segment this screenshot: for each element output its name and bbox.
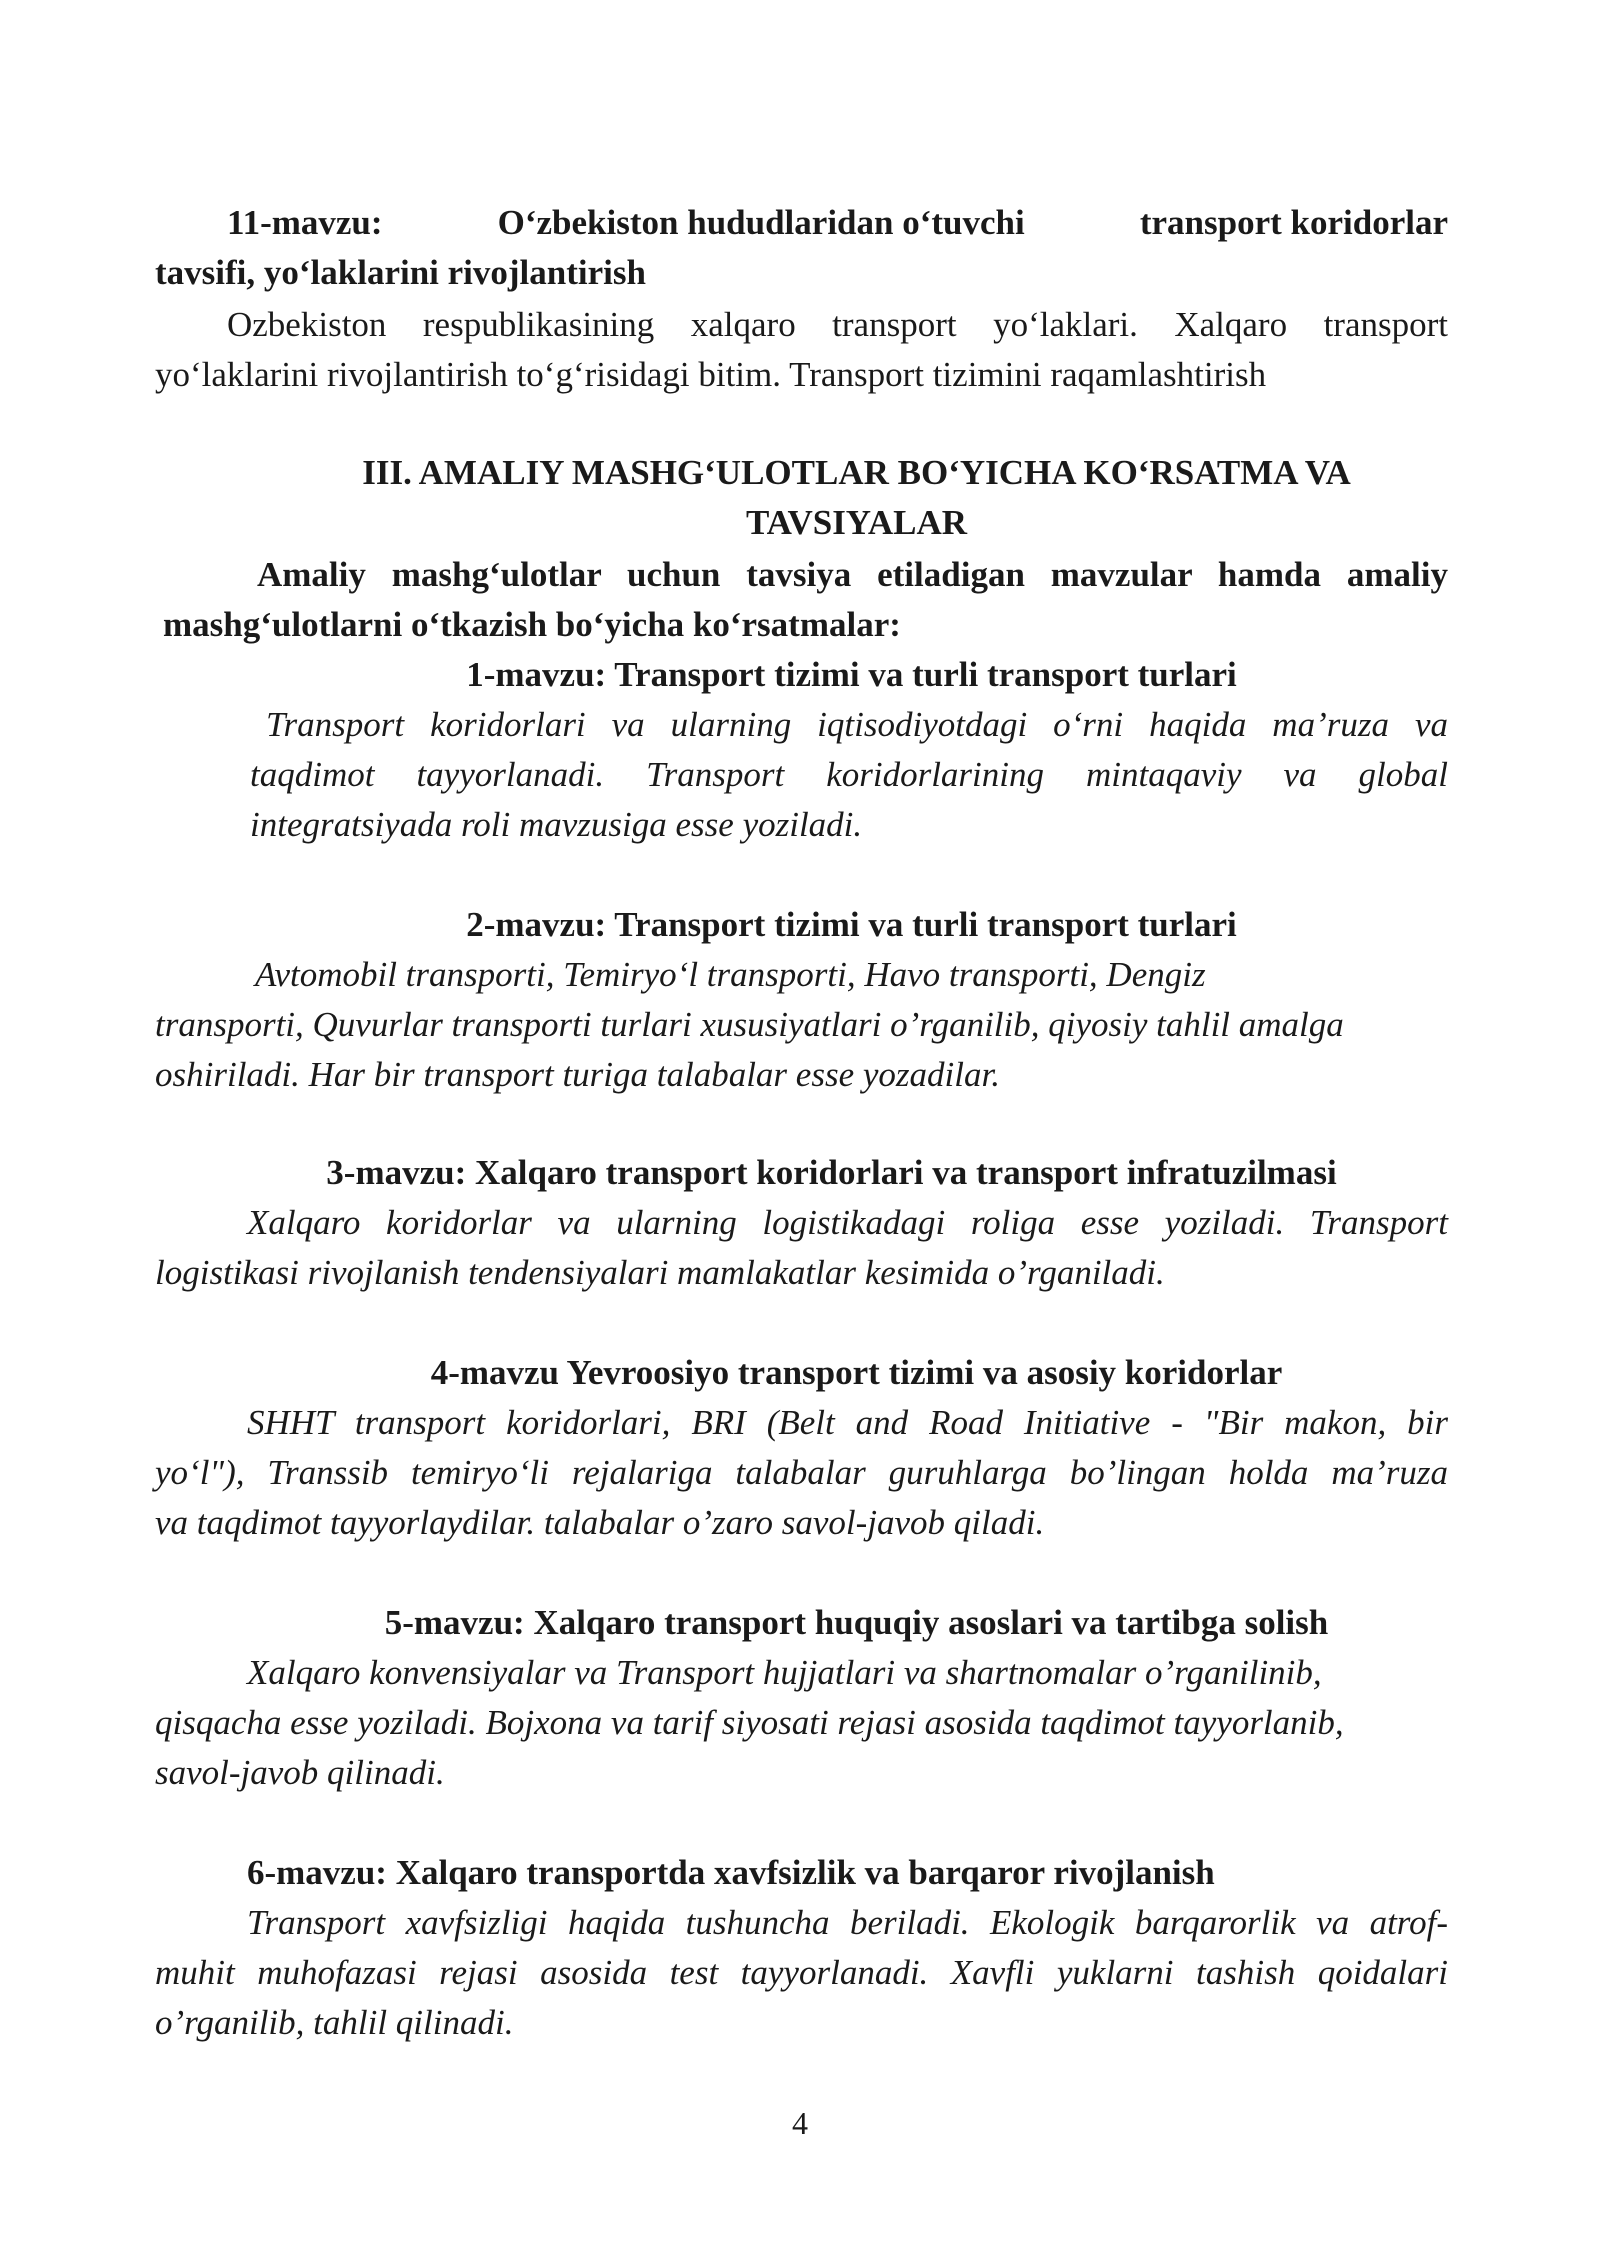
topic-4-line-1: SHHT transport koridorlari, BRI (Belt and Road Initiative - "Bir makon, bir <box>247 1403 1448 1442</box>
topic-11-label: 11-mavzu: <box>227 203 383 242</box>
topic-5-body <box>155 1648 1448 1798</box>
topic-2-line-1: Avtomobil transporti, Temiryo‘l transporti, Havo transporti, Dengiz <box>255 955 1206 994</box>
topic-6-line-2: muhit muhofazasi rejasi asosida test tayyorlanadi. Xavfli yuklarni tashish qoidalari <box>155 1953 1448 1992</box>
topic-11-title-part-end: transport koridorlar <box>1139 203 1448 242</box>
topic-6-line-1: Transport xavfsizligi haqida tushuncha beriladi. Ekologik barqarorlik va atrof- <box>247 1903 1448 1942</box>
section-title <box>155 448 1448 548</box>
topic-11-heading-line-1 <box>155 198 1448 248</box>
topic-1-line-1: Transport koridorlari va ularning iqtisodiyotdagi o‘rni haqida ma’ruza va <box>266 705 1448 744</box>
topic-11-body-line-2: yo‘laklarini rivojlantirish to‘g‘risidagi bitim. Transport tizimini raqamlashtirish <box>155 355 1267 394</box>
section-intro <box>155 550 1448 650</box>
topic-6-heading-text: 6-mavzu: Xalqaro transportda xavfsizlik va barqaror rivojlanish <box>247 1853 1215 1892</box>
topic-1-line-3: integratsiyada roli mavzusiga esse yoziladi. <box>250 805 863 844</box>
topic-11-title-part: O‘zbekiston hududlaridan o‘tuvchi <box>497 203 1025 242</box>
topic-11-heading-line-2: tavsifi, yo‘laklarini rivojlantirish <box>155 253 646 292</box>
topic-2-body <box>155 950 1448 1100</box>
topic-1-heading <box>155 650 1448 700</box>
topic-6-heading <box>155 1848 1448 1898</box>
section-title-line-1: III. AMALIY MASHG‘ULOTLAR BO‘YICHA KO‘RSATMA VA <box>362 453 1351 492</box>
page-number: 4 <box>792 2105 808 2141</box>
topic-5-line-2: qisqacha esse yoziladi. Bojxona va tarif siyosati rejasi asosida taqdimot tayyorlanib, <box>155 1703 1344 1742</box>
topic-6-line-3: o’rganilib, tahlil qilinadi. <box>155 2003 514 2042</box>
topic-1-heading-text: 1-mavzu: Transport tizimi va turli transport turlari <box>466 655 1237 694</box>
section-title-line-2: TAVSIYALAR <box>745 503 968 542</box>
section-intro-line-1: Amaliy mashg‘ulotlar uchun tavsiya etiladigan mavzular hamda amaliy <box>257 555 1448 594</box>
topic-11-heading <box>155 198 1448 298</box>
topic-5-heading <box>155 1598 1448 1648</box>
topic-3-body <box>155 1198 1448 1298</box>
topic-3-heading <box>155 1148 1448 1198</box>
topic-4-line-2: yo‘l"), Transsib temiryo‘li rejalariga talabalar guruhlarga bo’lingan holda ma’ruza <box>155 1453 1448 1492</box>
topic-5-heading-text: 5-mavzu: Xalqaro transport huquqiy asoslari va tartibga solish <box>384 1603 1329 1642</box>
topic-4-heading-text: 4-mavzu Yevroosiyo transport tizimi va asosiy koridorlar <box>430 1353 1283 1392</box>
topic-3-line-1: Xalqaro koridorlar va ularning logistikadagi roliga esse yoziladi. Transport <box>247 1203 1448 1242</box>
topic-5-line-1: Xalqaro konvensiyalar va Transport hujjatlari va shartnomalar o’rganilinib, <box>247 1653 1322 1692</box>
section-intro-line-2: mashg‘ulotlarni o‘tkazish bo‘yicha ko‘rsatmalar: <box>163 605 901 644</box>
topic-3-heading-text: 3-mavzu: Xalqaro transport koridorlari va transport infratuzilmasi <box>326 1153 1337 1192</box>
topic-2-line-2: transporti, Quvurlar transporti turlari xususiyatlari o’rganilib, qiyosiy tahlil amalga <box>155 1005 1344 1044</box>
topic-3-line-2: logistikasi rivojlanish tendensiyalari mamlakatlar kesimida o’rganiladi. <box>155 1253 1165 1292</box>
topic-1-line-2: taqdimot tayyorlanadi. Transport koridorlarining mintaqaviy va global <box>250 755 1448 794</box>
topic-2-heading <box>155 900 1448 950</box>
topic-5-line-3: savol-javob qilinadi. <box>155 1753 445 1792</box>
topic-2-heading-text: 2-mavzu: Transport tizimi va turli transport turlari <box>466 905 1237 944</box>
topic-2-line-3: oshiriladi. Har bir transport turiga talabalar esse yozadilar. <box>155 1055 1000 1094</box>
topic-11-body <box>155 300 1448 400</box>
topic-4-heading <box>155 1348 1448 1398</box>
topic-1-body <box>250 700 1448 850</box>
topic-6-body <box>155 1898 1448 2048</box>
topic-11-body-line-1: Ozbekiston respublikasining xalqaro transport yo‘laklari. Xalqaro transport <box>227 305 1448 344</box>
topic-4-line-3: va taqdimot tayyorlaydilar. talabalar o’zaro savol-javob qiladi. <box>155 1503 1045 1542</box>
topic-4-body <box>155 1398 1448 1548</box>
